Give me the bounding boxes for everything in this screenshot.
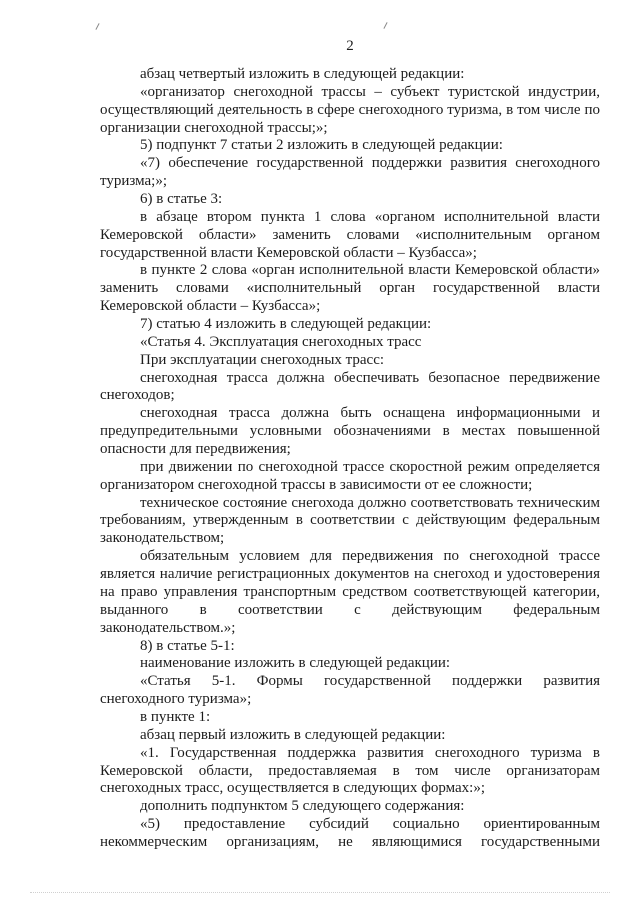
text-line: в пункте 2 слова «орган исполнительной власти Кемеровской области» <box>140 262 600 279</box>
text-line: При эксплуатации снегоходных трасс: <box>140 351 385 368</box>
paragraph <box>100 262 600 316</box>
text-line: дополнить подпунктом 5 следующего содержания: <box>140 798 465 815</box>
text-line: «организатор снегоходной трассы – субъект туристской индустрии, <box>140 83 600 100</box>
text-line: некоммерческим организациям, не являющимися государственными <box>100 833 600 850</box>
paragraph <box>100 459 600 495</box>
paragraph <box>100 334 600 352</box>
text-line: 6) в статье 3: <box>140 191 223 208</box>
text-line: выданного в соответствии с действующим федеральным <box>100 601 600 618</box>
text-line: обязательным условием для передвижения по снегоходной трассе <box>140 548 600 565</box>
text-line: «Статья 5-1. Формы государственной поддержки развития <box>140 673 600 690</box>
text-line: опасности для передвижения; <box>100 441 291 458</box>
paragraph <box>100 638 600 656</box>
text-line: техническое состояние снегохода должно соответствовать техническим <box>140 494 600 511</box>
text-line: законодательством.»; <box>100 619 236 636</box>
paragraph <box>100 137 600 155</box>
text-line: заменить словами «исполнительный орган государственной власти <box>100 280 600 297</box>
paragraph <box>100 316 600 334</box>
page-number: 2 <box>346 38 354 54</box>
scan-mark <box>383 22 387 29</box>
paragraph <box>100 548 600 637</box>
paragraph <box>100 745 600 799</box>
paragraph <box>100 655 600 673</box>
text-line: в пункте 1: <box>140 708 211 725</box>
text-line: снегоходов; <box>100 387 175 404</box>
text-line: предупредительными условными обозначениями в местах повышенной <box>100 423 600 440</box>
text-line: Кемеровской области, предоставляемая в том числе организаторам <box>100 762 600 779</box>
text-line: «5) предоставление субсидий социально ориентированным <box>140 816 600 833</box>
paragraph <box>100 191 600 209</box>
paragraph <box>100 209 600 263</box>
paragraph <box>100 727 600 745</box>
paragraph <box>100 66 600 84</box>
text-line: «7) обеспечение государственной поддержки развития снегоходного <box>140 155 600 172</box>
paragraph <box>100 709 600 727</box>
paragraph <box>100 352 600 370</box>
text-line: абзац первый изложить в следующей редакции: <box>140 726 446 743</box>
text-line: организации снегоходной трассы;»; <box>100 119 328 136</box>
text-line: снегоходная трасса должна обеспечивать безопасное передвижение <box>140 369 600 386</box>
text-line: снегоходная трасса должна быть оснащена информационными и <box>140 405 600 422</box>
scan-mark <box>95 23 99 30</box>
text-line: Кемеровской области» заменить словами «исполнительным органом <box>100 226 600 243</box>
paragraph <box>100 84 600 138</box>
paragraph <box>100 798 600 816</box>
text-line: 8) в статье 5-1: <box>140 637 235 654</box>
paragraph <box>100 155 600 191</box>
text-line: абзац четвертый изложить в следующей редакции: <box>140 66 465 82</box>
paragraph <box>100 816 600 852</box>
text-line: наименование изложить в следующей редакции: <box>140 655 451 672</box>
text-line: снегоходного туризма»; <box>100 691 252 708</box>
scan-edge-dots <box>30 892 610 893</box>
text-line: осуществляющий деятельность в сфере снегоходного туризма, в том числе по <box>100 101 600 118</box>
text-line: снегоходных трасс, осуществляется в следующих формах:»; <box>100 780 486 797</box>
text-line: является наличие регистрационных документов на снегоход и удостоверения <box>100 566 600 583</box>
text-line: государственной власти Кемеровской области – Кузбасса»; <box>100 244 477 261</box>
paragraph <box>100 370 600 406</box>
text-line: Кемеровской области – Кузбасса»; <box>100 298 321 315</box>
text-line: организатором снегоходной трассы в зависимости от ее сложности; <box>100 476 533 493</box>
paragraph <box>100 495 600 549</box>
text-line: требованиям, утвержденным в соответствии с действующим федеральным <box>100 512 600 529</box>
text-line: 7) статью 4 изложить в следующей редакции: <box>140 316 432 333</box>
text-line: 5) подпункт 7 статьи 2 изложить в следующей редакции: <box>140 137 503 154</box>
text-line: туризма;»; <box>100 173 167 190</box>
text-line: на право управления транспортным средством соответствующей категории, <box>100 583 600 600</box>
text-line: законодательством; <box>100 530 225 547</box>
text-line: в абзаце втором пункта 1 слова «органом исполнительной власти <box>140 208 600 225</box>
text-line: «Статья 4. Эксплуатация снегоходных трасс <box>140 333 422 350</box>
text-line: «1. Государственная поддержка развития снегоходного туризма в <box>140 744 600 761</box>
paragraph <box>100 405 600 459</box>
text-line: при движении по снегоходной трассе скоростной режим определяется <box>140 458 600 475</box>
document-body <box>100 66 600 852</box>
paragraph <box>100 673 600 709</box>
